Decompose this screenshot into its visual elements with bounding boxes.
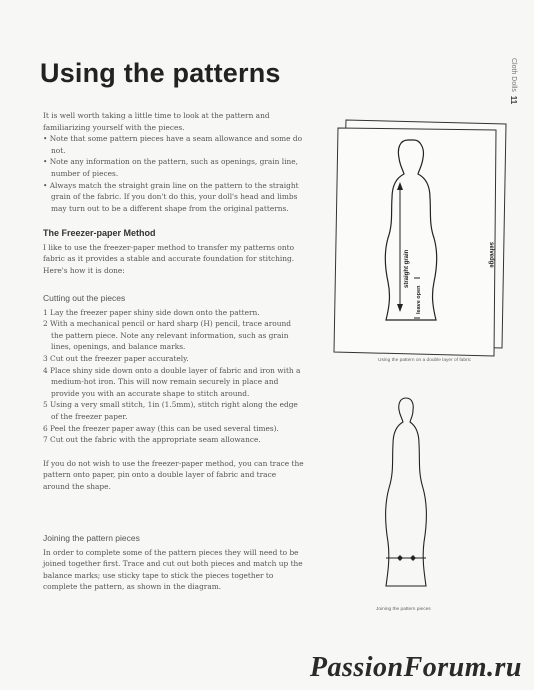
step-item: 1 Lay the freezer paper shiny side down onto the pattern. (43, 307, 260, 317)
watermark: PassionForum.ru (309, 652, 522, 683)
freezer-paragraph: I like to use the freezer-paper method to transfer my patterns onto fabric as it provides a stable and accurate foundation for stitching. Here's how it is done: (43, 242, 295, 275)
joining-heading: Joining the pattern pieces (43, 533, 140, 543)
figure-fabric-layout (330, 112, 510, 362)
joining-section (43, 533, 305, 593)
page-title: Using the patterns (40, 58, 281, 88)
cutting-after-paragraph: If you do not wish to use the freezer-paper method, you can trace the pattern onto paper, pin onto a double layer of fabric and trace around the shape. (43, 458, 304, 491)
intro-section (43, 110, 305, 214)
straight-grain-label: straight grain (404, 249, 410, 288)
cutting-section (43, 293, 305, 493)
bullet-item: • Note any information on the pattern, such as openings, grain line, number of pieces. (43, 157, 298, 178)
figure-joining-caption: Joining the pattern pieces (376, 607, 431, 612)
intro-paragraph: It is well worth taking a little time to look at the pattern and familiarizing yourself with the pieces. (43, 111, 270, 132)
fabric-layer-front (334, 128, 496, 356)
cutting-heading: Cutting out the pieces (43, 293, 126, 303)
joining-diagram (360, 390, 440, 600)
page-number: 11 (509, 95, 518, 105)
freezer-section (43, 228, 305, 276)
step-item: 3 Cut out the freezer paper accurately. (43, 353, 189, 363)
freezer-heading: The Freezer-paper Method (43, 228, 156, 238)
bullet-item: • Note that some pattern pieces have a seam allowance and some do not. (43, 134, 303, 155)
running-head-text: Cloth Dolls (510, 58, 517, 92)
step-item: 2 With a mechanical pencil or hard sharp (H) pencil, trace around the pattern piece. Note any relevant information, such as grain lines, openings, and balance marks. (43, 319, 291, 352)
selvedge-label: selvedge (488, 242, 494, 268)
step-item: 6 Peel the freezer paper away (this can be used several times). (43, 423, 279, 433)
step-item: 5 Using a very small stitch, 1in (1.5mm), stitch right along the edge of the freezer paper. (43, 400, 298, 421)
figure-fabric-caption: Using the pattern on a double layer of fabric (378, 358, 472, 363)
running-head (509, 58, 518, 104)
step-item: 4 Place shiny side down onto a double layer of fabric and iron with a medium-hot iron. This will now remain securely in place and provide you with an accurate shape to stitch around. (43, 365, 301, 398)
step-item: 7 Cut out the fabric with the appropriate seam allowance. (43, 435, 261, 445)
bullet-item: • Always match the straight grain line on the pattern to the straight grain of the fabric. If you don't do this, your doll's head and limbs may turn out to be a different shape from the original patterns. (43, 180, 299, 213)
joining-paragraph: In order to complete some of the pattern pieces they will need to be joined together first. Trace and cut out both pieces and match up the balance marks; use sticky tape to stick the pieces together to complete the pattern, as shown in the diagram. (43, 547, 303, 592)
fabric-layout-diagram (330, 112, 510, 362)
intro-bullet-list (43, 133, 305, 214)
balance-mark-right (410, 555, 416, 561)
cutting-steps-list (43, 307, 305, 446)
balance-mark-left (397, 555, 403, 561)
leave-open-label: leave open (416, 285, 422, 314)
figure-joining (360, 390, 440, 600)
